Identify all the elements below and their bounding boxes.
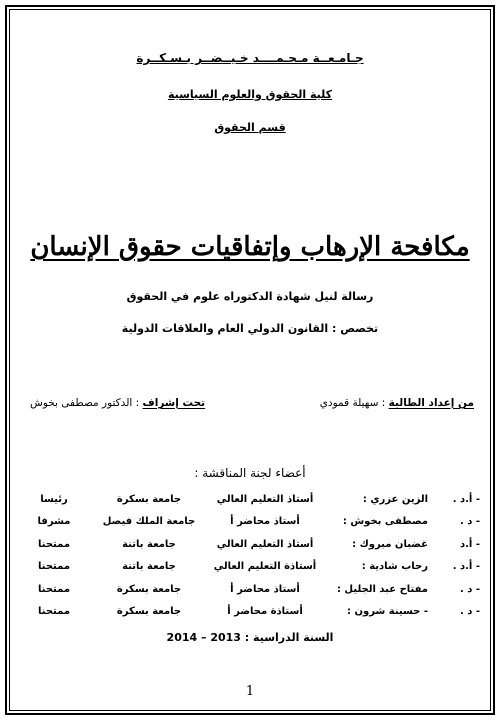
member-title: - د . — [459, 516, 480, 528]
member-name: مصطفى بخوش : — [342, 516, 428, 528]
table-row — [18, 601, 480, 624]
table-row — [18, 578, 480, 601]
member-university: جامعة باتنة — [122, 538, 176, 550]
member-role: ممتحنا — [37, 538, 71, 550]
faculty-name: كلية الحقوق والعلوم السياسية — [167, 88, 333, 101]
member-university: جامعة باتنة — [122, 561, 176, 573]
member-rank: أستاذة محاضر أ — [227, 606, 303, 618]
member-university: جامعة بسكرة — [116, 493, 182, 505]
member-university: جامعة الملك فيصل — [102, 516, 196, 528]
student-name: : سهيلة قمودي — [319, 397, 386, 409]
member-rank: أستاذ محاضر أ — [230, 583, 300, 595]
member-university: جامعة بسكرة — [116, 583, 182, 595]
department-name: قسم الحقوق — [214, 121, 286, 134]
member-rank: أستاذة التعليم العالي — [213, 561, 317, 573]
table-row — [18, 556, 480, 579]
member-role: مشرفا — [37, 516, 71, 528]
member-name: رحاب شادية : — [361, 561, 428, 573]
thesis-purpose: رسالة لنيل شهادة الدكتوراه علوم في الحقوق — [126, 290, 374, 303]
table-row — [18, 511, 480, 534]
page-number: 1 — [245, 684, 255, 699]
supervisor-name: : الدكتور مصطفى بخوش — [30, 397, 140, 409]
member-role: ممتحنا — [37, 606, 71, 618]
member-role: ممتحنا — [37, 561, 71, 573]
member-rank: أستاذ التعليم العالي — [216, 538, 314, 550]
committee-table — [18, 488, 480, 623]
member-title: - د . — [459, 606, 480, 618]
member-name: الزين عزري : — [362, 493, 428, 505]
member-university: جامعة بسكرة — [116, 606, 182, 618]
member-name: مفتاح عبد الجليل : — [336, 583, 428, 595]
table-row — [18, 488, 480, 511]
member-role: رئيسا — [40, 493, 68, 505]
supervisor-label: تحت إشراف — [142, 397, 206, 409]
specialization-value: القانون الدولي العام والعلاقات الدولية — [121, 322, 329, 335]
specialization-label: تخصص : — [332, 322, 379, 335]
supervised-by — [30, 397, 205, 409]
thesis-title: مكافحة الإرهاب وإتفاقيات حقوق الإنسان — [30, 232, 470, 262]
member-role: ممتحنا — [37, 583, 71, 595]
member-rank: أستاذ محاضر أ — [230, 516, 300, 528]
member-name: غضبان مبروك : — [352, 538, 428, 550]
member-title: - أ.د — [460, 538, 480, 550]
university-name: جـامـعــة مـحـمــــد خـيــضــر بـسـكــرة — [136, 51, 364, 65]
table-row — [18, 533, 480, 556]
member-title: - أ.د . — [452, 493, 480, 505]
member-title: - أ.د . — [452, 561, 480, 573]
specialization-line — [0, 322, 500, 335]
member-rank: أستاذ التعليم العالي — [216, 493, 314, 505]
academic-year: السنة الدراسية : 2013 – 2014 — [166, 631, 334, 644]
committee-heading: أعضاء لجنة المناقشة : — [194, 466, 306, 480]
member-title: - د . — [459, 583, 480, 595]
prepared-by-label: من إعداد الطالبة — [388, 397, 474, 409]
prepared-by — [320, 397, 474, 409]
member-name: - حسينة شرون : — [346, 606, 428, 618]
